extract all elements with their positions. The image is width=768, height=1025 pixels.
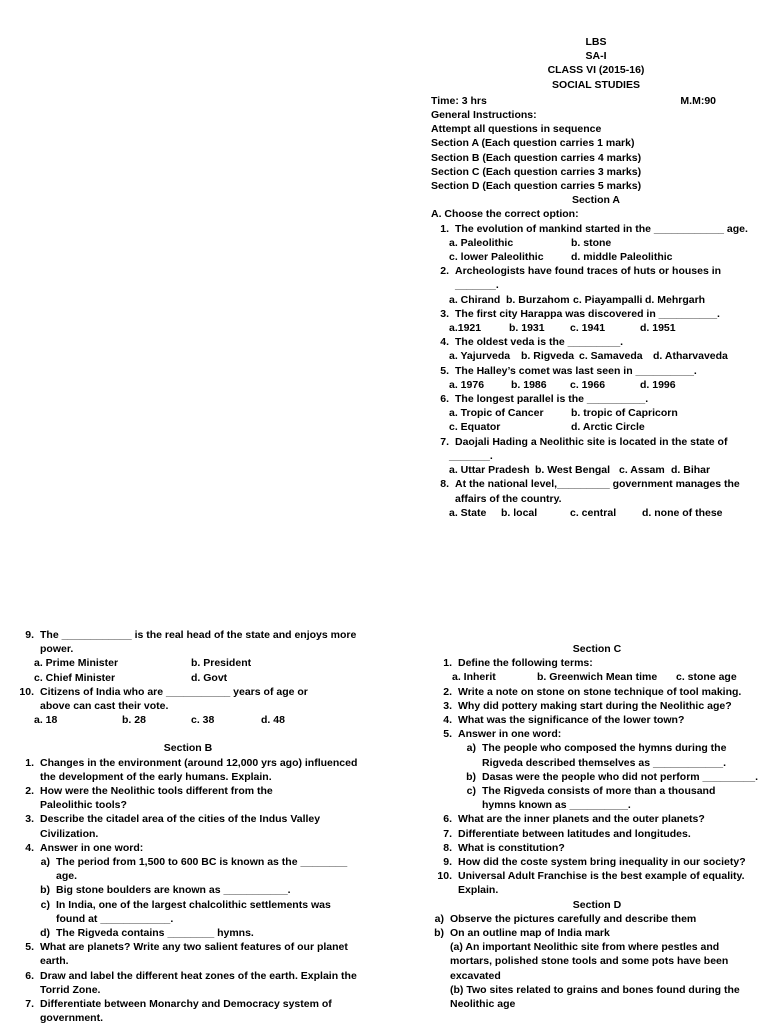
question-item [18,685,358,713]
section-a-intro: A. Choose the correct option: [431,208,579,221]
question-text: The oldest veda is the _________. [455,336,624,349]
general-instructions-heading: General Instructions: [431,109,537,122]
option: d. 1951 [640,322,676,335]
question-number: 9. [25,629,34,641]
sub-question-text: The Rigveda consists of more than a thousand hymns known as __________. [482,785,716,812]
question-item [431,335,761,349]
option: c. Equator [449,421,501,434]
question-number: 4. [443,714,452,727]
question-number: 7. [440,435,449,448]
instruction-line: Section B (Each question carries 4 marks) [431,151,642,164]
option: c. stone age [676,671,737,684]
question-text: Archeologists have found traces of huts or houses in _______. [455,265,722,292]
question-item [431,435,761,449]
question-number: 2. [440,265,449,278]
option: d. Mehrgarh [645,293,706,306]
question-number: 10. [19,685,34,698]
question-text: What is constitution? [458,841,565,854]
options-row [18,713,358,727]
question-number: 5. [443,728,452,741]
instruction-line: Section C (Each question carries 3 marks) [431,165,642,178]
sub-question-label: c) [466,785,476,798]
question-text: What are the inner planets and the outer planets? [458,813,705,826]
question-text: The evolution of mankind started in the ____________ age. [455,222,748,235]
question-item [18,940,358,968]
question-text: The first city Harappa was discovered in __________. [455,307,720,320]
option: d. Atharvaveda [653,350,728,363]
question-item [18,812,358,840]
question-number: 2. [25,785,34,798]
options-row [431,349,761,363]
options-row [431,420,761,434]
question-text: On an outline map of India mark [450,927,610,940]
options-row [431,463,761,477]
instruction-line: Attempt all questions in sequence [431,123,602,136]
question-text: Citizens of India who are ___________ years of age or above can cast their vote. [40,685,308,713]
question-text: Describe the citadel area of the cities of the Indus Valley Civilization. [40,813,321,840]
option: b. 1986 [511,378,547,391]
options-row [431,236,761,250]
option: c. Piayampalli [573,293,643,306]
option: c. Samaveda [579,350,643,363]
sub-question-label: a) [40,856,50,869]
option: d. Arctic Circle [571,421,645,434]
option: b. 1931 [509,322,545,335]
max-marks-label: M.M:90 [680,94,716,107]
question-number: 6. [443,813,452,826]
option: a. Inherit [452,671,496,684]
option: a. Prime Minister [34,657,119,670]
question-number: 6. [25,969,34,982]
question-text: Why did pottery making start during the Neolithic age? [458,699,732,712]
question-text: Define the following terms: [458,657,593,670]
question-number: 7. [25,998,34,1011]
question-item [18,969,358,997]
question-number: 7. [443,827,452,840]
sub-question-label: d) [40,927,50,940]
options-row [431,506,761,520]
sub-question [432,784,762,812]
sub-question [18,898,358,926]
question-item [432,912,762,926]
options-row [18,671,358,685]
question-number: 5. [25,941,34,954]
question-item [431,307,761,321]
question-text: Changes in the environment (around 12,000 yrs ago) influenced the development of the early humans. Explain. [40,756,358,783]
option: a.1921 [449,322,482,335]
map-item: (b) Two sites related to grains and bones found during the Neolithic age [450,983,740,1011]
section-b-title: Section B [163,742,213,755]
question-text: How did the coste system bring inequality in our society? [458,856,746,869]
question-number: 4. [440,336,449,349]
option: a. Paleolithic [449,236,514,249]
question-text: Observe the pictures carefully and describe them [450,912,697,925]
sub-question-text: In India, one of the largest chalcolithic settlements was found at ____________. [56,898,331,925]
left-bottom-column [18,628,358,1025]
question-number: 10. [437,870,452,883]
option: b. 28 [122,714,146,727]
question-item [432,713,762,727]
question-text-continued: _______. [449,449,493,462]
question-text: Differentiate between latitudes and longitudes. [458,827,691,840]
question-item [432,855,762,869]
option: a. Tropic of Cancer [449,407,544,420]
option: b. President [191,657,252,670]
question-label: b) [434,927,444,940]
option: d. middle Paleolithic [571,251,673,264]
question-text: What was the significance of the lower town? [458,714,685,727]
option: a. Chirand [449,293,501,306]
option: b. Rigveda [521,350,575,363]
option: b. West Bengal [535,464,611,477]
question-text: Differentiate between Monarchy and Democracy system of government. [40,998,332,1025]
question-item [432,685,762,699]
right-top-column [431,35,761,520]
map-item: (a) An important Neolithic site from where pestles and mortars, polished stone tools and some pots have been excavated [450,941,729,982]
subject-label: SOCIAL STUDIES [552,78,640,91]
question-text: The longest parallel is the __________. [455,393,649,406]
question-number: 1. [440,222,449,235]
sub-question-text: The period from 1,500 to 600 BC is known as the ________ age. [56,856,348,883]
option: c. lower Paleolithic [449,251,544,264]
question-text: At the national level,_________ government manages the affairs of the country. [455,478,740,505]
question-item [18,628,358,656]
question-number: 1. [443,657,452,670]
question-number: 3. [443,699,452,712]
question-item [432,656,762,670]
sub-question-label: a) [466,742,476,755]
question-item [18,784,358,812]
question-item [18,756,358,784]
option: a. 1976 [449,378,485,391]
question-number: 9. [443,856,452,869]
question-text: Draw and label the different heat zones of the earth. Explain the Torrid Zone. [40,969,357,996]
exam-name: SA-I [585,50,607,63]
option: c. 38 [191,714,215,727]
time-marks-row [431,94,761,108]
options-row [431,406,761,420]
question-label: a) [434,912,444,925]
options-row [431,293,761,307]
sub-question-label: b) [466,770,476,783]
question-text: The ____________ is the real head of the state and enjoys more power. [40,629,357,656]
question-item [432,841,762,855]
option: b. tropic of Capricorn [571,407,678,420]
question-number: 3. [25,813,34,826]
instruction-line: Section D (Each question carries 5 marks) [431,180,642,193]
sub-question-text: Dasas were the people who did not perform _________. [482,770,759,783]
option: b. Burzahom [506,293,570,306]
question-item [431,222,761,236]
options-row [431,250,761,264]
option: a. State [449,506,487,519]
question-text: What are planets? Write any two salient features of our planet earth. [40,941,348,968]
option: d. 1996 [640,378,676,391]
question-text: Universal Adult Franchise is the best example of equality. Explain. [458,870,745,897]
sub-question-text: Big stone boulders are known as ___________. [56,884,291,897]
sub-question [432,770,762,784]
options-row [431,321,761,335]
section-c-title: Section C [572,643,622,655]
option: d. 48 [261,714,285,727]
section-d-title: Section D [572,898,622,911]
question-text: Answer in one word: [458,728,562,741]
section-a-title: Section A [571,194,621,207]
question-item [432,727,762,741]
option: c. 1966 [570,378,606,391]
option: c. Chief Minister [34,671,116,684]
option: c. central [570,506,617,519]
sub-question [18,926,358,940]
sub-question [18,883,358,897]
instruction-line: Section A (Each question carries 1 mark) [431,137,635,150]
option: a. Yajurveda [449,350,511,363]
sub-question-text: The people who composed the hymns during the Rigveda described themselves as ____________. [482,742,727,769]
question-item [431,392,761,406]
option: c. Assam [619,464,665,477]
question-item [18,997,358,1025]
question-number: 6. [440,393,449,406]
question-number: 8. [443,841,452,854]
question-item [432,827,762,841]
option: b. stone [571,236,612,249]
sub-question-label: b) [40,884,50,897]
options-row [18,656,358,670]
question-number: 4. [25,841,34,854]
question-text: Write a note on stone on stone technique of tool making. [458,685,742,698]
question-item [431,364,761,378]
sub-question-text: The Rigveda contains ________ hymns. [56,927,254,940]
time-label: Time: 3 hrs [431,94,487,107]
question-item [18,841,358,855]
sub-question [432,741,762,769]
question-text: Daojali Hading a Neolithic site is located in the state of [455,435,728,448]
right-bottom-column [432,642,762,1011]
class-label: CLASS VI (2015-16) [547,64,645,77]
question-item [432,869,762,897]
option: a. 18 [34,714,58,727]
question-number: 8. [440,478,449,491]
question-number: 1. [25,756,34,769]
question-item [432,812,762,826]
question-number: 2. [443,685,452,698]
options-row [432,670,762,684]
question-text: How were the Neolithic tools different from the Paleolithic tools? [40,785,273,812]
question-item [431,477,761,505]
question-number: 5. [440,364,449,377]
options-row [431,378,761,392]
question-item [432,926,762,940]
option: b. Greenwich Mean time [537,671,658,684]
option: b. local [501,506,538,519]
school-name: LBS [585,36,607,48]
question-item [432,699,762,713]
option: d. Bihar [671,464,711,477]
option: d. Govt [191,671,228,684]
question-text: Answer in one word: [40,841,144,854]
sub-question [18,855,358,883]
question-item [431,264,761,292]
question-number: 3. [440,307,449,320]
sub-question-label: c) [40,898,50,911]
option: d. none of these [642,506,723,519]
question-text: The Halley’s comet was last seen in __________. [455,364,697,377]
option: a. Uttar Pradesh [449,464,530,477]
option: c. 1941 [570,322,606,335]
